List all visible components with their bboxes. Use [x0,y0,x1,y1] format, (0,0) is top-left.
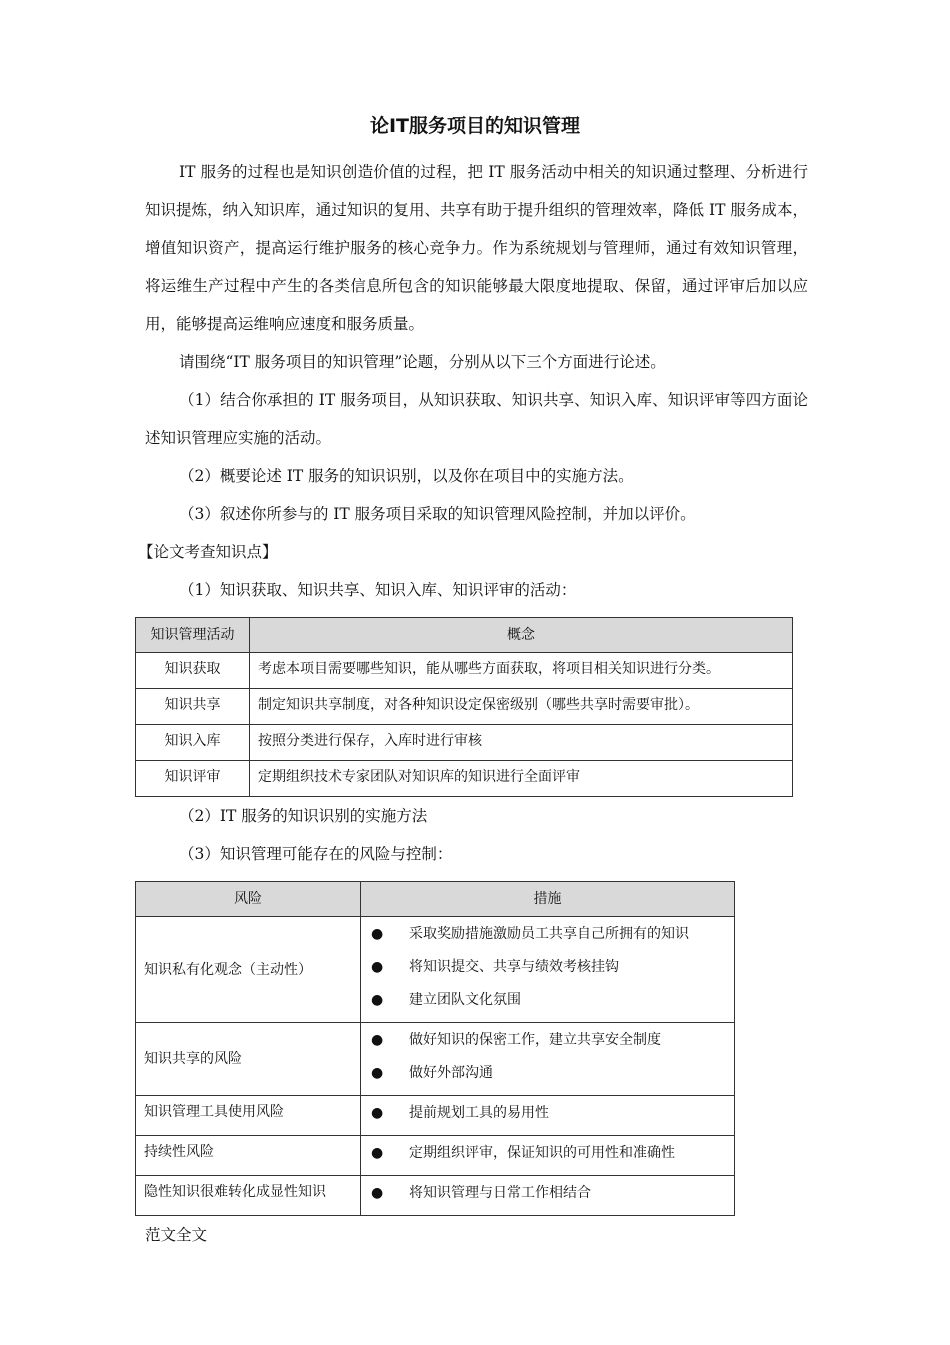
measure-item [369,1142,726,1175]
risks-table [135,881,735,1216]
measure-text: 定期组织评审，保证知识的可用性和准确性 [409,1145,675,1161]
activity-cell: 知识获取 [136,653,250,689]
prompt-paragraph: 请围绕“IT 服务项目的知识管理”论题，分别从以下三个方面进行论述。 [179,353,666,371]
intro-paragraph: IT 服务的过程也是知识创造价值的过程，把 IT 服务活动中相关的知识通过整理、分析进行知识提炼，纳入知识库，通过知识的复用、共享有助于提升组织的管理效率，降低 IT 服务成本，增值知识资产，提高运行维护服务的核心竞争力。作为系统规划与管理师，通过有效知识管理，将运维生产过程中产生的各类信息所包含的知识能够最大限度地提取、保留，通过评审后加以应用，能够提高运维响应速度和服务质量。 [145,163,808,333]
question-3: （3）叙述你所参与的 IT 服务项目采取的知识管理风险控制，并加以评价。 [179,505,696,523]
bullet-icon: ● [371,1105,384,1121]
measure-text: 建立团队文化氛围 [409,992,521,1008]
risk-cell: 隐性知识很难转化成显性知识 [136,1176,361,1216]
bullet-icon: ● [371,1145,384,1161]
measure-text: 做好知识的保密工作，建立共享安全制度 [409,1032,661,1048]
point-2: （2）IT 服务的知识识别的实施方法 [179,807,428,825]
measure-text: 提前规划工具的易用性 [409,1105,549,1121]
risk-cell: 知识管理工具使用风险 [136,1096,361,1136]
concept-cell: 定期组织技术专家团队对知识库的知识进行全面评审 [250,761,793,797]
bullet-icon: ● [371,1032,384,1048]
table-row [136,653,793,689]
activity-cell: 知识评审 [136,761,250,797]
measure-text: 做好外部沟通 [409,1065,493,1081]
table-row [136,917,735,1023]
header-concept: 概念 [250,618,793,653]
point-1: （1）知识获取、知识共享、知识入库、知识评审的活动： [179,581,577,599]
measures-cell [361,1023,735,1096]
table-row [136,689,793,725]
table-row [136,1176,735,1216]
activities-table [135,617,793,797]
measure-item [369,1062,726,1095]
footer-text: 范文全文 [145,1226,208,1244]
knowledge-points-heading: 【论文考查知识点】 [138,543,278,561]
header-risk: 风险 [136,882,361,917]
measures-cell [361,1096,735,1136]
measure-item [369,1102,726,1135]
point-3: （3）知识管理可能存在的风险与控制： [179,845,453,863]
measure-item [369,1182,726,1215]
measure-item [369,989,726,1022]
table-row [136,761,793,797]
measure-item [369,956,726,989]
bullet-icon: ● [371,1065,384,1081]
measures-cell [361,1136,735,1176]
bullet-icon: ● [371,992,384,1008]
measure-item [369,1029,726,1062]
document-title: 论IT服务项目的知识管理 [369,115,581,137]
measure-text: 采取奖励措施激励员工共享自己所拥有的知识 [409,926,689,942]
header-activity: 知识管理活动 [136,618,250,653]
concept-cell: 制定知识共享制度，对各种知识设定保密级别（哪些共享时需要审批）。 [250,689,793,725]
measure-item [369,923,726,956]
bullet-icon: ● [371,959,384,975]
table-row [136,1136,735,1176]
concept-cell: 考虑本项目需要哪些知识，能从哪些方面获取，将项目相关知识进行分类。 [250,653,793,689]
bullet-icon: ● [371,926,384,942]
measure-text: 将知识管理与日常工作相结合 [409,1185,591,1201]
risk-cell: 知识私有化观念（主动性） [136,917,361,1023]
table-row [136,1023,735,1096]
activity-cell: 知识入库 [136,725,250,761]
risk-cell: 知识共享的风险 [136,1023,361,1096]
measure-text: 将知识提交、共享与绩效考核挂钩 [409,959,619,975]
measures-cell [361,1176,735,1216]
table-row [136,725,793,761]
question-2: （2）概要论述 IT 服务的知识识别，以及你在项目中的实施方法。 [179,467,634,485]
question-1: （1）结合你承担的 IT 服务项目，从知识获取、知识共享、知识入库、知识评审等四方面论述知识管理应实施的活动。 [145,391,808,447]
bullet-icon: ● [371,1185,384,1201]
activity-cell: 知识共享 [136,689,250,725]
risk-cell: 持续性风险 [136,1136,361,1176]
measures-cell [361,917,735,1023]
header-measures: 措施 [361,882,735,917]
table-row [136,1096,735,1136]
concept-cell: 按照分类进行保存，入库时进行审核 [250,725,793,761]
